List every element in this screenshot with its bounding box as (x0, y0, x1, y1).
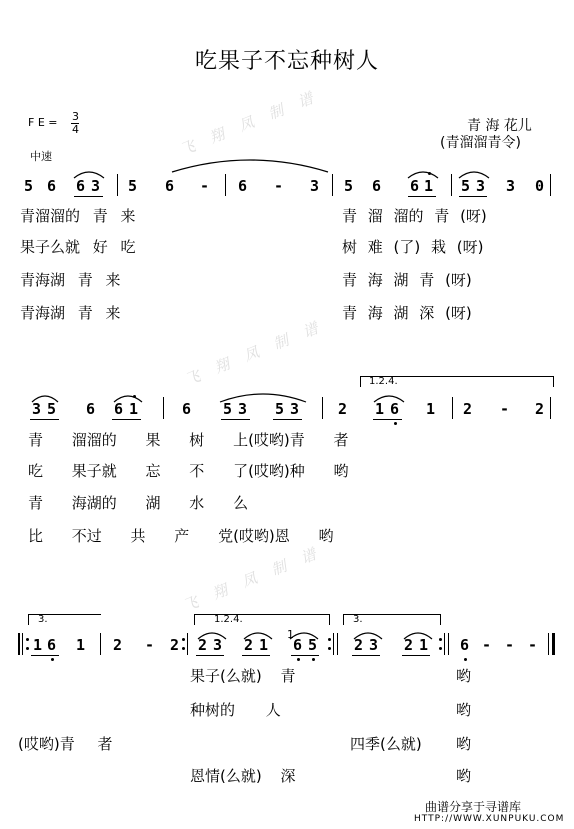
underline (221, 419, 250, 420)
note: 3 (32, 400, 42, 418)
note: 6 (238, 177, 248, 195)
repeat-barline (333, 633, 334, 655)
repeat-dot (328, 638, 331, 641)
barline (225, 174, 226, 196)
key-signature (28, 116, 58, 129)
volta-label: 3. (353, 614, 363, 625)
note: 0 (535, 177, 545, 195)
underline (31, 655, 59, 656)
note: - (505, 636, 515, 654)
lyric-line: 青 海 湖 青 (呀) (342, 271, 472, 289)
low-dot (312, 658, 315, 661)
lyric-line: 树 难 (了) 栽 (呀) (342, 238, 484, 256)
lyric-line: 青海湖 青 来 (20, 304, 121, 322)
final-barline (548, 633, 549, 655)
low-dot (464, 658, 467, 661)
note: - (200, 177, 210, 195)
subgenre-label: (青溜溜青令) (440, 135, 521, 151)
barline (100, 633, 101, 655)
note: - (145, 636, 155, 654)
note: 1 (419, 636, 429, 654)
underline (459, 196, 487, 197)
note: 3 (238, 400, 248, 418)
lyric-line: 青 溜溜的 果 树 上(哎哟)青 者 (28, 431, 349, 449)
lyric-line: 果子么就 好 吃 (20, 238, 136, 256)
note: 5 (24, 177, 34, 195)
note: 2 (198, 636, 208, 654)
note: 2 (170, 636, 180, 654)
repeat-barline (337, 633, 338, 655)
note: 6 (182, 400, 192, 418)
page-title: 吃果子不忘种树人 (194, 49, 379, 74)
lyric-line: 青 海湖的 湖 水 么 (28, 494, 249, 512)
note: 5 (275, 400, 285, 418)
grace-note: 1 (287, 628, 294, 641)
repeat-barline (18, 633, 20, 655)
note: - (528, 636, 538, 654)
note: 3 (91, 177, 101, 195)
lyric-line: 比 不过 共 产 党(哎哟)恩 哟 (28, 527, 334, 545)
underline (242, 655, 270, 656)
note: 6 (165, 177, 175, 195)
repeat-dot (182, 647, 185, 650)
note: 6 (86, 400, 96, 418)
note: 6 (47, 177, 57, 195)
note: 2 (244, 636, 254, 654)
time-denominator: 4 (72, 123, 79, 136)
key-text: F E = (28, 116, 58, 129)
note: 6 (372, 177, 382, 195)
lyric-line: 青海湖 青 来 (20, 271, 121, 289)
final-barline (552, 633, 555, 655)
note: 1 (129, 400, 139, 418)
note: 2 (535, 400, 545, 418)
lyric-line: 青 溜 溜的 青 (呀) (342, 207, 487, 225)
lyric-line: 青溜溜的 青 来 (20, 207, 136, 225)
note: 6 (390, 400, 400, 418)
note: 1 (259, 636, 269, 654)
high-dot (133, 395, 136, 398)
repeat-barline (187, 633, 188, 655)
lyric-yo: 哟 (456, 735, 472, 753)
note: 3 (369, 636, 379, 654)
note: 3 (310, 177, 320, 195)
note: 2 (113, 636, 123, 654)
barline (451, 174, 452, 196)
note: 3 (476, 177, 486, 195)
note: 6 (114, 400, 124, 418)
note: 5 (344, 177, 354, 195)
watermark: 飞 翔 凤 制 谱 (177, 86, 322, 160)
barline (163, 397, 164, 419)
note: 2 (338, 400, 348, 418)
genre-label: 青 海 花儿 (467, 118, 532, 134)
note: 6 (460, 636, 470, 654)
underline (373, 419, 402, 420)
note: 2 (404, 636, 414, 654)
barline (550, 174, 551, 196)
underline (112, 419, 141, 420)
watermark: 飞 翔 凤 制 谱 (180, 542, 325, 616)
lyric-line: 四季(么就) (350, 735, 422, 753)
repeat-barline (22, 633, 23, 655)
note: 6 (47, 636, 57, 654)
note: 1 (424, 177, 434, 195)
slur (170, 154, 330, 174)
lyric-line: (哎哟)青 者 (18, 735, 113, 753)
lyric-yo: 哟 (456, 701, 472, 719)
note: 1 (33, 636, 43, 654)
barline (332, 174, 333, 196)
underline (291, 655, 319, 656)
repeat-dot (439, 638, 442, 641)
note: 3 (213, 636, 223, 654)
footer-url[interactable]: HTTP://WWW.XUNPUKU.COM (414, 814, 565, 824)
underline (74, 196, 103, 197)
note: 2 (463, 400, 473, 418)
repeat-barline (444, 633, 445, 655)
note: 6 (76, 177, 86, 195)
underline (196, 655, 224, 656)
underline (352, 655, 380, 656)
repeat-dot (328, 647, 331, 650)
note: - (274, 177, 284, 195)
volta-label: 3. (38, 614, 48, 625)
lyric-line: 果子(么就) 青 (190, 667, 296, 685)
note: 3 (506, 177, 516, 195)
lyric-line: 吃 果子就 忘 不 了(哎哟)种 哟 (28, 462, 349, 480)
note: 2 (354, 636, 364, 654)
underline (273, 419, 302, 420)
repeat-dot (182, 638, 185, 641)
low-dot (297, 658, 300, 661)
low-dot (51, 658, 54, 661)
note: 5 (308, 636, 318, 654)
note: 5 (47, 400, 57, 418)
note: 3 (290, 400, 300, 418)
high-dot (428, 172, 431, 175)
time-numerator: 3 (72, 110, 79, 123)
note: 1 (76, 636, 86, 654)
note: - (482, 636, 492, 654)
lyric-yo: 哟 (456, 667, 472, 685)
lyric-line: 种树的 人 (190, 701, 281, 719)
lyric-yo: 哟 (456, 767, 472, 785)
note: 6 (293, 636, 303, 654)
note: 1 (426, 400, 436, 418)
watermark: 飞 翔 凤 制 谱 (182, 316, 327, 390)
note: 6 (410, 177, 420, 195)
note: - (500, 400, 510, 418)
barline (322, 397, 323, 419)
low-dot (394, 422, 397, 425)
volta-label: 1.2.4. (369, 376, 398, 387)
repeat-dot (26, 638, 29, 641)
barline (117, 174, 118, 196)
volta-label: 1.2.4. (214, 614, 243, 625)
underline (408, 196, 436, 197)
tempo-marking: 中速 (30, 150, 52, 163)
repeat-barline (448, 633, 449, 655)
underline (30, 419, 59, 420)
note: 5 (128, 177, 138, 195)
footer-credit: 曲谱分享于寻谱库 (425, 800, 522, 814)
lyric-line: 恩情(么就) 深 (190, 767, 296, 785)
repeat-dot (26, 647, 29, 650)
underline (402, 655, 430, 656)
barline (452, 397, 453, 419)
repeat-dot (439, 647, 442, 650)
note: 5 (223, 400, 233, 418)
note: 5 (461, 177, 471, 195)
note: 1 (375, 400, 385, 418)
lyric-line: 青 海 湖 深 (呀) (342, 304, 472, 322)
barline (550, 397, 551, 419)
